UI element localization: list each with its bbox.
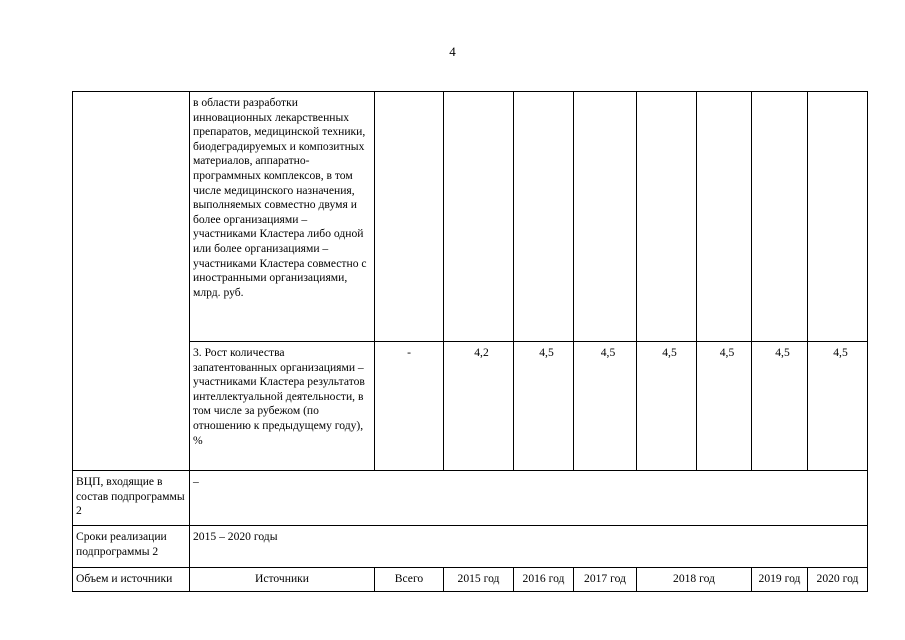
page-number: 4 [449,44,456,59]
indicator-3-value-7: 4,5 [808,342,868,471]
indicator-2-value-2016 [514,92,574,342]
indicator-2-value-2020b [808,92,868,342]
indicator-2-continuation-row [73,92,868,342]
indicator-2-value-2017 [574,92,637,342]
year-header-2015: 2015 год [444,568,514,592]
indicator-2-value-2015 [444,92,514,342]
indicator-3-value-1: 4,2 [444,342,514,471]
indicator-3-value-4: 4,5 [637,342,697,471]
vcp-value: – [190,471,868,526]
indicator-2-value-base [375,92,444,342]
indicator-3-value-2: 4,5 [514,342,574,471]
indicator-3-value-3: 4,5 [574,342,637,471]
indicator-2-value-2019 [697,92,752,342]
year-header-2020: 2020 год [808,568,868,592]
indicator-2-value-2020a [752,92,808,342]
indicators-label-cell [73,92,190,471]
year-header-2017: 2017 год [574,568,637,592]
sources-header: Источники [190,568,375,592]
total-header: Всего [375,568,444,592]
year-header-2019: 2019 год [752,568,808,592]
vcp-row [73,471,868,526]
indicator-3-value-5: 4,5 [697,342,752,471]
indicator-3-value-6: 4,5 [752,342,808,471]
year-header-2016: 2016 год [514,568,574,592]
indicator-3-row [73,342,868,471]
subprogram-passport-table [72,91,868,592]
terms-value: 2015 – 2020 годы [190,526,868,568]
year-header-2018: 2018 год [637,568,752,592]
funding-label: Объем и источники [73,568,190,592]
terms-row [73,526,868,568]
indicator-2-value-2018 [637,92,697,342]
indicator-3-text: 3. Рост количества запатентованных организациями – участниками Кластера результатов интеллектуальной деятельности, в том числе за рубежом (по отношению к предыдущему году), % [190,342,375,471]
vcp-label: ВЦП, входящие в состав подпрограммы 2 [73,471,190,526]
terms-label: Сроки реализации подпрограммы 2 [73,526,190,568]
funding-header-row [73,568,868,592]
indicator-2-text: в области разработки инновационных лекарственных препаратов, медицинской техники, биодеградируемых и композитных материалов, аппаратно-программных комплексов, в том числе медицинского назначения, выполняемых совместно двумя и более организациями – участниками Кластера либо одной или более организациями – участниками Кластера совместно с иностранными организациями, млрд. руб. [190,92,375,342]
indicator-3-value-base: - [375,342,444,471]
